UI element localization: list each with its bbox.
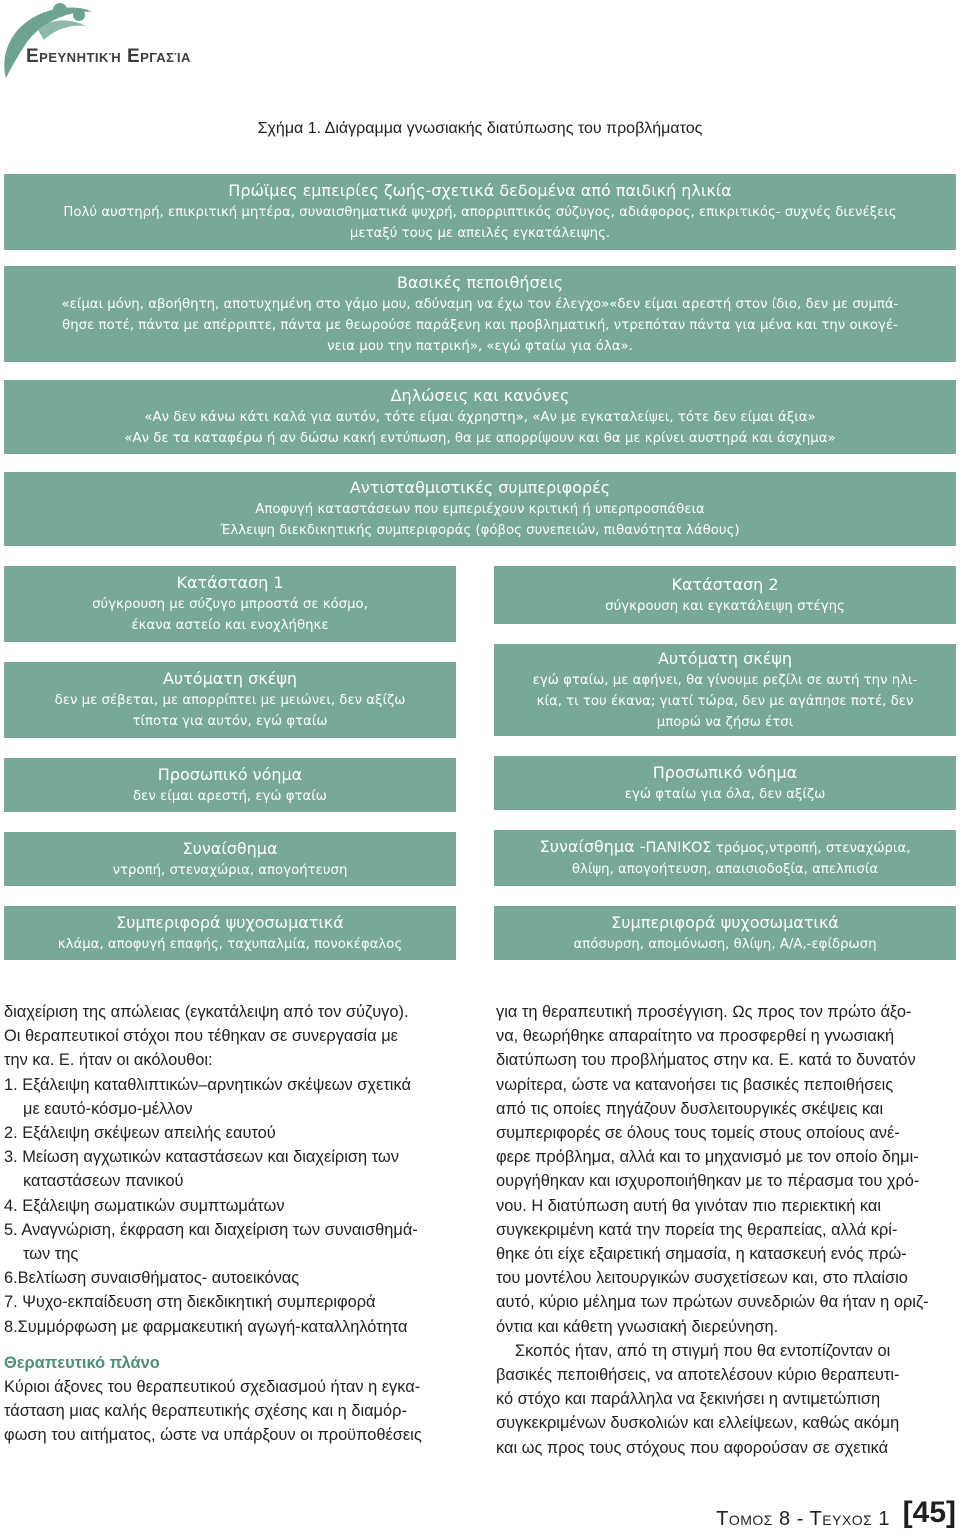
rules-box bbox=[4, 380, 956, 454]
page-number: [45] bbox=[902, 1496, 956, 1529]
emotion-1-text: ντροπή, στεναχώρια, απογοήτευση bbox=[112, 862, 348, 878]
compensatory-box bbox=[4, 472, 956, 546]
compensatory-title: Αντισταθμιστικές συμπεριφορές bbox=[349, 478, 611, 497]
rules-text-2: «Αν δε τα καταφέρω ή αν δώσω κακή εντύπωση, θα με απορρίψουν και θα με κρίνει αυστηρά και άσχημα» bbox=[124, 431, 836, 446]
goal-item: 2. Εξάλειψη σκέψεων απειλής εαυτού bbox=[4, 1124, 276, 1143]
body-right-line: όντια και κάθετη γνωσιακή διερεύνηση. bbox=[496, 1317, 779, 1336]
situation-2-text: σύγκρουση και εγκατάλειψη στέγης bbox=[605, 598, 845, 614]
emotion-2-text-2: θλίψη, απογοήτευση, απαισιοδοξία, απελπισία bbox=[571, 862, 879, 877]
thought-2-title: Αυτόματη σκέψη bbox=[657, 648, 793, 668]
goal-item-continuation: των της bbox=[23, 1245, 79, 1264]
behavior-2-title: Συμπεριφορά ψυχοσωματικά bbox=[611, 912, 839, 932]
body-right-line: κό στόχο και παράλληλα να ξεκινήσει η αντιμετώπιση bbox=[496, 1390, 881, 1409]
meaning-1-text: δεν είμαι αρεστή, εγώ φταίω bbox=[133, 788, 327, 804]
goal-item: 5. Αναγνώριση, έκφραση και διαχείριση των συναισθημά- bbox=[4, 1220, 418, 1239]
behavior-2-text: απόσυρση, απομόνωση, θλίψη, Α/Α,-εφίδρωση bbox=[573, 936, 877, 952]
goal-item: 7. Ψυχο-εκπαίδευση στη διεκδικητική συμπεριφορά bbox=[4, 1293, 376, 1312]
core-beliefs-box bbox=[4, 266, 956, 362]
goal-item: 6.Βελτίωση συναισθήματος- αυτοεικόνας bbox=[4, 1269, 300, 1288]
goal-item: 1. Εξάλειψη καταθλιπτικών–αρνητικών σκέψεων σχετικά bbox=[4, 1075, 411, 1094]
situation-2-box bbox=[494, 566, 956, 624]
thought-2-text-1: εγώ φταίω, με αφήνει, θα γίνουμε ρεζίλι σε αυτή την ηλι- bbox=[532, 672, 918, 688]
emotion-2-box bbox=[494, 830, 956, 886]
body-right-line: Σκοπός ήταν, από τη στιγμή που θα εντοπίζονταν οι bbox=[515, 1341, 891, 1360]
emotion-1-box bbox=[4, 832, 456, 886]
body-right-line: φερε πρόβλημα, αλλά και το μηχανισμό με τον οποίο δημι- bbox=[496, 1148, 919, 1167]
body-right-line: από τις οποίες πηγάζουν δυσλειτουργικές σκέψεις και bbox=[496, 1099, 884, 1118]
thought-2-text-3: μπορώ να ζήσω έτσι bbox=[656, 714, 794, 730]
situation-1-text-2: έκανα αστείο και ενοχλήθηκε bbox=[131, 618, 329, 633]
volume-issue: Τομος 8 - Τευχος 1 bbox=[716, 1508, 890, 1530]
body-right-line: ουργήθηκαν και ισχυροποιήθηκαν με το πέρασμα του χρό- bbox=[496, 1172, 920, 1191]
goal-item: 8.Συμμόρφωση με φαρμακευτική αγωγή-καταλληλότητα bbox=[4, 1317, 408, 1336]
body-right-line: συγκεκριμένων δυσκολιών και ελλείψεων, καθώς ακόμη bbox=[496, 1414, 900, 1433]
body-right-line: συμπεριφορές σε όλους τους τομείς στους οποίους ανέ- bbox=[496, 1124, 900, 1143]
rules-title: Δηλώσεις και κανόνες bbox=[390, 386, 570, 405]
thought-1-text-2: τίποτα για αυτόν, εγώ φταίω bbox=[132, 714, 328, 729]
core-beliefs-text-3: νεια μου την πατρική», «εγώ φταίω για όλα». bbox=[327, 338, 633, 354]
situation-1-text-1: σύγκρουση με σύζυγο μπροστά σε κόσμο, bbox=[92, 597, 368, 612]
thought-1-title: Αυτόματη σκέψη bbox=[162, 669, 298, 688]
body-right-line: και ως προς τους στόχους που αφορούσαν σε σχετικά bbox=[496, 1438, 889, 1457]
plan-line: τάσταση μιας καλής θεραπευτικής σχέσης και η διαμόρ- bbox=[4, 1402, 407, 1421]
compensatory-text-1: Αποφυγή καταστάσεων που εμπεριέχουν κριτική ή υπερπροσπάθεια bbox=[255, 502, 705, 517]
plan-line: Κύριοι άξονες του θεραπευτικού σχεδιασμού ήταν η εγκα- bbox=[4, 1378, 421, 1397]
emotion-1-title: Συναίσθημα bbox=[182, 838, 278, 858]
emotion-2-panic: ΠΑΝΙΚΟΣ bbox=[645, 840, 712, 856]
goal-item-continuation: με εαυτό-κόσμο-μέλλον bbox=[23, 1099, 193, 1118]
body-right-line: του μοντέλου λειτουργικών συσχετίσεων και, στο πλαίσιο bbox=[496, 1269, 908, 1288]
thought-1-box bbox=[4, 662, 456, 738]
compensatory-text-2: Έλλειψη διεκδικητικής συμπεριφοράς (φόβος συνεπειών, πιθανότητα λάθους) bbox=[220, 523, 740, 538]
core-beliefs-title: Βασικές πεποιθήσεις bbox=[396, 272, 564, 292]
emotion-2-title: Συναίσθημα - bbox=[539, 837, 646, 856]
behavior-2-box bbox=[494, 906, 956, 960]
situation-2-title: Κατάσταση 2 bbox=[671, 574, 779, 594]
figure-caption: Σχήμα 1. Διάγραμμα γνωσιακής διατύπωσης του προβλήματος bbox=[257, 120, 703, 137]
behavior-1-title: Συμπεριφορά ψυχοσωματικά bbox=[116, 912, 344, 932]
body-left-line: Οι θεραπευτικοί στόχοι που τέθηκαν σε συνεργασία με bbox=[4, 1027, 398, 1046]
meaning-2-box bbox=[494, 756, 956, 810]
body-right-column bbox=[496, 1000, 958, 1460]
body-left-line: την κα. Ε. ήταν οι ακόλουθοι: bbox=[4, 1051, 213, 1070]
behavior-1-box bbox=[4, 906, 456, 960]
meaning-2-title: Προσωπικό νόημα bbox=[652, 762, 798, 782]
plan-line: φωση του αιτήματος, ώστε να υπάρξουν οι προϋποθέσεις bbox=[4, 1426, 422, 1445]
emotion-2-line-1 bbox=[504, 836, 946, 859]
body-right-line: συγκεκριμένη κατά την πορεία της θεραπείας, αλλά κρί- bbox=[496, 1220, 898, 1239]
body-right-line: διατύπωση του προβλήματος στην κα. Ε. κατά το δυνατόν bbox=[496, 1051, 916, 1070]
early-experiences-text-2: μεταξύ τους με απειλές εγκατάλειψης. bbox=[349, 226, 611, 241]
thought-1-text-1: δεν με σέβεται, με απορρίπτει με μειώνει, δεν αξίζω bbox=[54, 693, 406, 708]
core-beliefs-text-1: «είμαι μόνη, αβοήθητη, αποτυχημένη στο γάμο μου, αδύναμη να έχω τον έλεγχο»«δεν είμαι αρεστή στον ίδιο, δεν με συμπά- bbox=[61, 296, 899, 312]
meaning-1-title: Προσωπικό νόημα bbox=[157, 764, 303, 784]
logo-head-2 bbox=[73, 9, 85, 21]
early-experiences-text-1: Πολύ αυστηρή, επικριτική μητέρα, συναισθηματικά ψυχρή, απορριπτικός σύζυγος, αδιάφορος, επικριτικός- συχνές διενέξεις bbox=[63, 205, 897, 220]
goal-item: 3. Μείωση αγχωτικών καταστάσεων και διαχείριση των bbox=[4, 1148, 399, 1167]
rules-text-1: «Αν δεν κάνω κάτι καλά για αυτόν, τότε είμαι άχρηστη», «Αν με εγκαταλείψει, τότε δεν είμαι άξια» bbox=[144, 410, 816, 425]
body-left-column bbox=[4, 1000, 466, 1448]
logo-head-1 bbox=[53, 3, 67, 17]
goal-item: 4. Εξάλειψη σωματικών συμπτωμάτων bbox=[4, 1196, 285, 1215]
thought-2-box bbox=[494, 644, 956, 736]
body-right-line: αυτό, κύριο μέλημα των πρώτων συνεδριών θα ήταν η οριζ- bbox=[496, 1293, 929, 1312]
early-experiences-box bbox=[4, 174, 956, 250]
situation-1-box bbox=[4, 566, 456, 642]
body-right-line: να, θεωρήθηκε απαραίτητο να προσφερθεί η γνωσιακή bbox=[496, 1027, 895, 1046]
meaning-2-text: εγώ φταίω για όλα, δεν αξίζω bbox=[624, 786, 826, 802]
emotion-2-text-1: τρόμος,ντροπή, στεναχώρια, bbox=[711, 841, 911, 856]
goal-item-continuation: καταστάσεων πανικού bbox=[23, 1172, 184, 1191]
body-right-line: νου. Η διατύπωση αυτή θα γινόταν πιο περιεκτική και bbox=[496, 1196, 882, 1215]
body-right-line: για τη θεραπευτική προσέγγιση. Ως προς τον πρώτο άξο- bbox=[496, 1003, 912, 1021]
early-experiences-title: Πρώϊμες εμπειρίες ζωής-σχετικά δεδομένα από παιδική ηλικία bbox=[228, 181, 732, 200]
body-left-line: διαχείριση της απώλειας (εγκατάλειψη από τον σύζυγο). bbox=[4, 1003, 409, 1021]
body-right-line: βασικές πεποιθήσεις, να αποτελέσουν κύριο θεραπευτι- bbox=[496, 1366, 900, 1385]
section-title: Ερευνητική Εργασία bbox=[26, 46, 191, 67]
behavior-1-text: κλάμα, αποφυγή επαφής, ταχυπαλμία, πονοκέφαλος bbox=[57, 936, 403, 952]
therapy-plan-heading: Θεραπευτικό πλάνο bbox=[4, 1353, 160, 1372]
core-beliefs-text-2: θησε ποτέ, πάντα με απέρριπτε, πάντα με θεωρούσε παράξενη και προβληματική, ντρεπόταν πάντα για μένα και την οικογέ- bbox=[62, 317, 898, 333]
body-right-line: θηκε ότι είχε εξαιρετική σημασία, η κατασκευή ενός πρώ- bbox=[496, 1245, 907, 1264]
thought-2-text-2: κία, τι του έκανα; γιατί τώρα, δεν με αγάπησε ποτέ, δεν bbox=[536, 693, 914, 709]
body-right-line: νωρίτερα, ώστε να κατανοήσει τις βασικές πεποιθήσεις bbox=[496, 1075, 894, 1094]
situation-1-title: Κατάσταση 1 bbox=[176, 573, 284, 592]
journal-logo bbox=[0, 0, 100, 82]
meaning-1-box bbox=[4, 758, 456, 812]
